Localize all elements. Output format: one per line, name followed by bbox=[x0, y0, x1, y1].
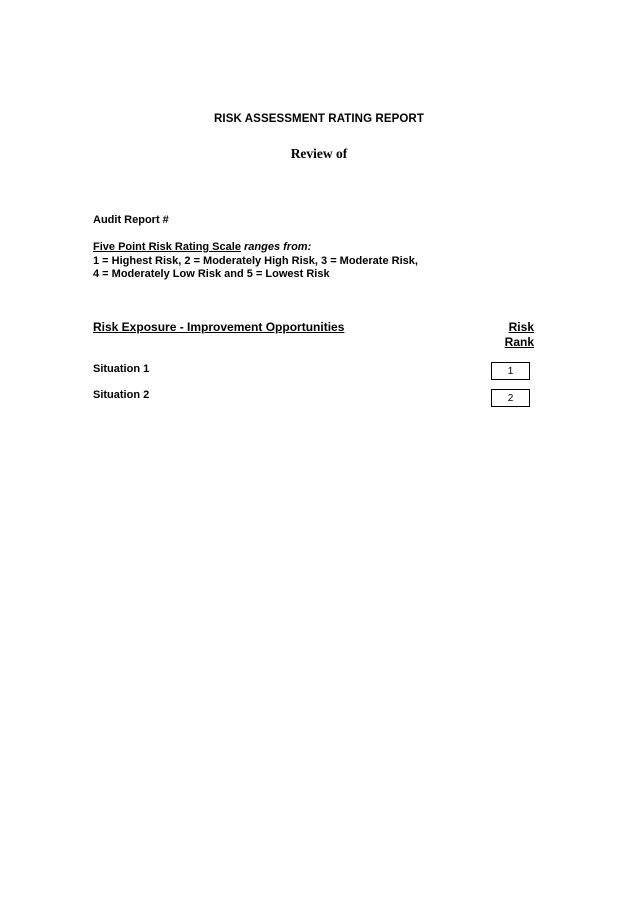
risk-scale-line-2: 4 = Moderately Low Risk and 5 = Lowest Risk bbox=[93, 268, 330, 280]
risk-scale-heading-line bbox=[93, 241, 418, 255]
situation-1-rank-box: 1 bbox=[491, 362, 530, 380]
risk-scale-ranges-label: ranges from: bbox=[244, 241, 312, 253]
report-title: RISK ASSESSMENT RATING REPORT bbox=[214, 113, 424, 125]
risk-rank-header-line-2: Rank bbox=[504, 335, 534, 349]
audit-report-label: Audit Report # bbox=[93, 214, 169, 226]
risk-exposure-header: Risk Exposure - Improvement Opportunities bbox=[93, 320, 345, 334]
risk-scale-heading: Five Point Risk Rating Scale bbox=[93, 241, 241, 253]
risk-scale-line-1: 1 = Highest Risk, 2 = Moderately High Risk, 3 = Moderate Risk, bbox=[93, 254, 418, 267]
risk-rank-header bbox=[496, 320, 534, 350]
situation-2-label: Situation 2 bbox=[93, 389, 150, 401]
situation-1-label: Situation 1 bbox=[93, 363, 150, 375]
risk-rank-header-line-1: Risk bbox=[508, 320, 534, 334]
review-subtitle: Review of bbox=[290, 146, 348, 161]
risk-scale-block bbox=[93, 241, 418, 282]
situation-2-rank-box: 2 bbox=[491, 389, 530, 407]
